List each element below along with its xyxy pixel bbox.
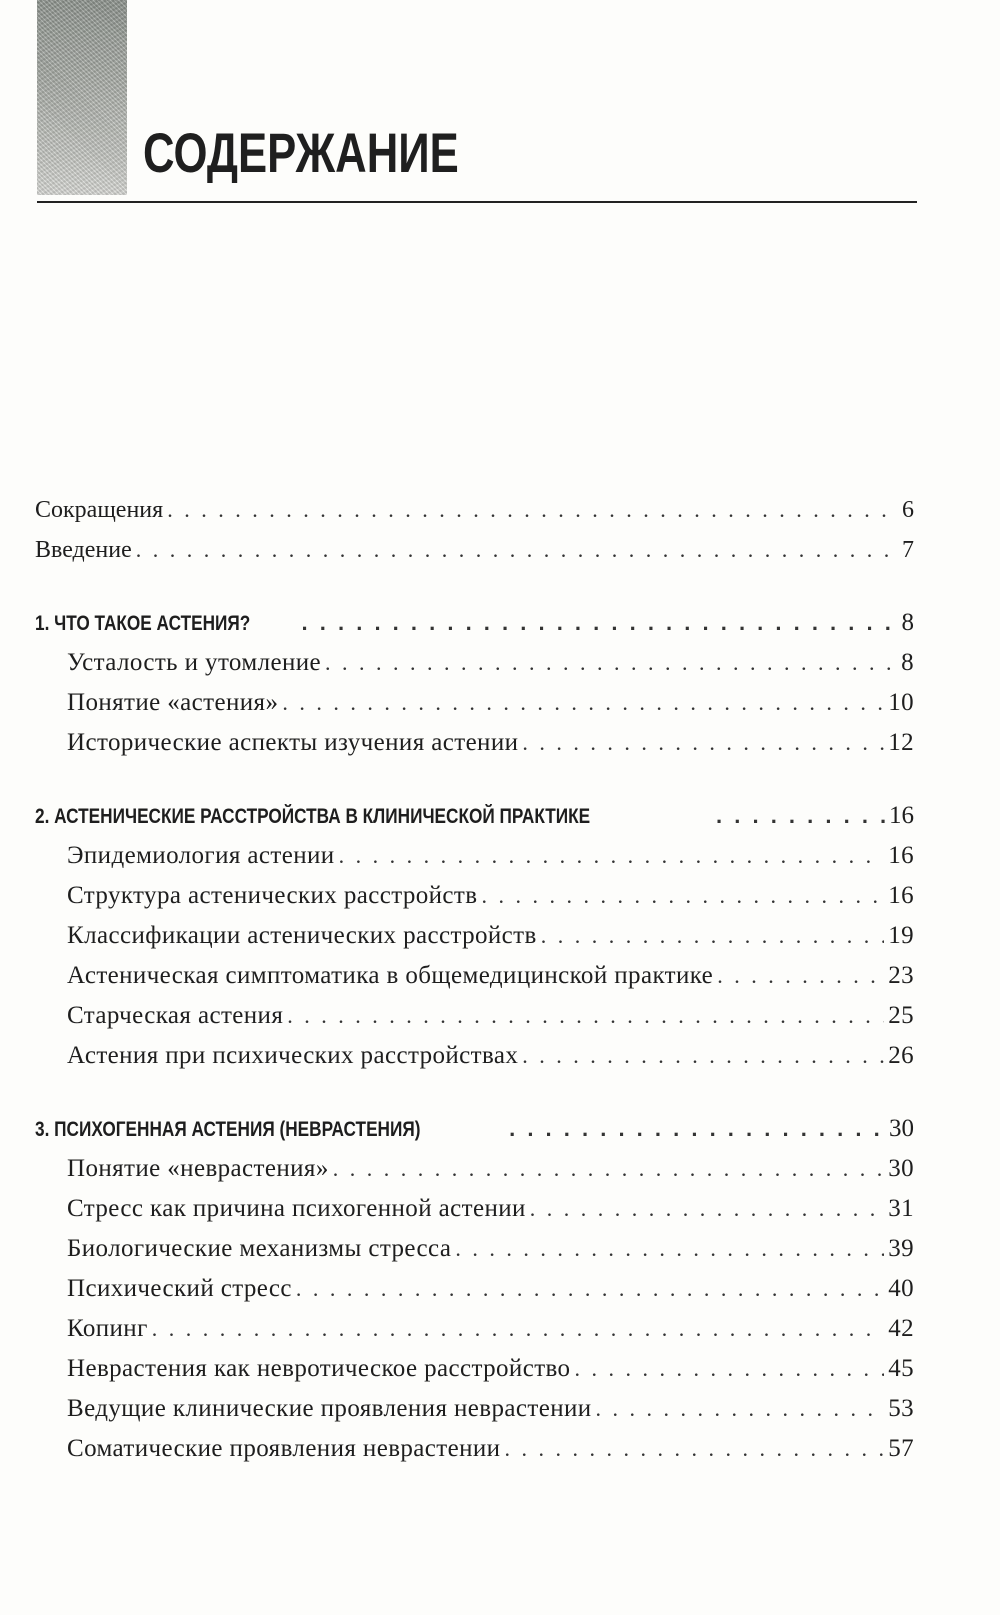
toc-section-page: 16: [888, 882, 914, 909]
toc-chapter-page: 30: [889, 1115, 914, 1142]
toc-chapter-3: [35, 1111, 914, 1147]
toc-section: [67, 685, 914, 721]
toc-section: [67, 1391, 914, 1427]
toc-section-page: 42: [888, 1315, 914, 1342]
dot-leader: [509, 1111, 885, 1147]
toc-entry-title: Введение: [35, 537, 132, 563]
toc-section-page: 30: [888, 1155, 914, 1182]
toc-section: [67, 838, 914, 874]
dot-leader: [152, 1311, 884, 1347]
toc-section-title: Копинг: [67, 1315, 148, 1342]
toc-section-title: Классификации астенических расстройств: [67, 922, 537, 949]
toc-section-page: 31: [888, 1195, 914, 1222]
toc-section-title: Структура астенических расстройств: [67, 882, 478, 909]
toc-section-page: 16: [888, 842, 914, 869]
toc-section-title: Биологические механизмы стресса: [67, 1235, 452, 1262]
toc-chapter-title: 2. АСТЕНИЧЕСКИЕ РАССТРОЙСТВА В КЛИНИЧЕСКОЙ ПРАКТИКЕ: [35, 805, 591, 828]
page-title: СОДЕРЖАНИЕ: [143, 121, 459, 184]
dot-leader: [717, 958, 884, 994]
toc-section: [67, 1431, 914, 1467]
toc-entry-abbreviations: [35, 492, 914, 528]
dot-leader: [167, 492, 898, 528]
dot-leader: [136, 532, 898, 568]
toc-section: [67, 645, 914, 681]
dot-leader: [541, 918, 884, 954]
toc-section-title: Стресс как причина психогенной астении: [67, 1195, 526, 1222]
toc-section: [67, 1271, 914, 1307]
dot-leader: [522, 725, 884, 761]
toc-section-title: Астеническая симптоматика в общемедицинской практике: [67, 962, 714, 989]
toc-section-page: 57: [888, 1435, 914, 1462]
toc-section-page: 19: [888, 922, 914, 949]
toc-section-title: Неврастения как невротическое расстройство: [67, 1355, 571, 1382]
toc-section-page: 45: [888, 1355, 914, 1382]
dot-leader: [333, 1151, 884, 1187]
toc-chapter-page: 8: [901, 609, 914, 636]
toc-chapter-title: 3. ПСИХОГЕННАЯ АСТЕНИЯ (НЕВРАСТЕНИЯ): [35, 1118, 421, 1141]
toc-section-title: Эпидемиология астении: [67, 842, 335, 869]
toc-section-title: Старческая астения: [67, 1002, 284, 1029]
dot-leader: [716, 798, 885, 834]
toc-section-page: 53: [888, 1395, 914, 1422]
toc-section-page: 40: [888, 1275, 914, 1302]
dot-leader: [574, 1351, 884, 1387]
toc-section-page: 39: [888, 1235, 914, 1262]
toc-section-page: 23: [888, 962, 914, 989]
dot-leader: [481, 878, 884, 914]
toc-section-title: Соматические проявления неврастении: [67, 1435, 501, 1462]
toc-entry-page: 7: [902, 537, 914, 563]
dot-leader: [504, 1431, 884, 1467]
toc-section: [67, 1038, 914, 1074]
toc-section: [67, 878, 914, 914]
toc-section: [67, 998, 914, 1034]
toc-chapter-page: 16: [889, 802, 914, 829]
toc-chapter-1: [35, 605, 914, 641]
toc-section: [67, 958, 914, 994]
dot-leader: [522, 1038, 884, 1074]
toc-section: [67, 1311, 914, 1347]
toc-chapter-2: [35, 798, 914, 834]
dot-leader: [455, 1231, 884, 1267]
dot-leader: [282, 685, 884, 721]
dot-leader: [296, 1271, 884, 1307]
toc-section: [67, 1191, 914, 1227]
toc-section-page: 10: [888, 689, 914, 716]
toc-section-title: Психический стресс: [67, 1275, 292, 1302]
toc-section: [67, 1151, 914, 1187]
dot-leader: [287, 998, 884, 1034]
dot-leader: [596, 1391, 885, 1427]
toc-chapter-title: 1. ЧТО ТАКОЕ АСТЕНИЯ?: [35, 612, 251, 635]
toc-section-page: 8: [901, 649, 914, 676]
toc-entry-title: Сокращения: [35, 497, 164, 523]
dot-leader: [530, 1191, 884, 1227]
toc-section-page: 25: [888, 1002, 914, 1029]
dot-leader: [325, 645, 897, 681]
dot-leader: [339, 838, 885, 874]
toc-section: [67, 1351, 914, 1387]
toc-section-title: Понятие «неврастения»: [67, 1155, 329, 1182]
toc-section-title: Исторические аспекты изучения астении: [67, 729, 519, 756]
toc-section: [67, 918, 914, 954]
toc-section-page: 26: [888, 1042, 914, 1069]
toc-section-title: Астения при психических расстройствах: [67, 1042, 519, 1069]
toc-section-title: Понятие «астения»: [67, 689, 279, 716]
toc-entry-page: 6: [902, 497, 914, 523]
toc-entry-introduction: [35, 532, 914, 568]
toc-section-title: Усталость и утомление: [67, 649, 322, 676]
toc-section-page: 12: [888, 729, 914, 756]
toc-section: [67, 725, 914, 761]
toc-section: [67, 1231, 914, 1267]
dot-leader: [302, 605, 898, 641]
toc-section-title: Ведущие клинические проявления неврастении: [67, 1395, 592, 1422]
